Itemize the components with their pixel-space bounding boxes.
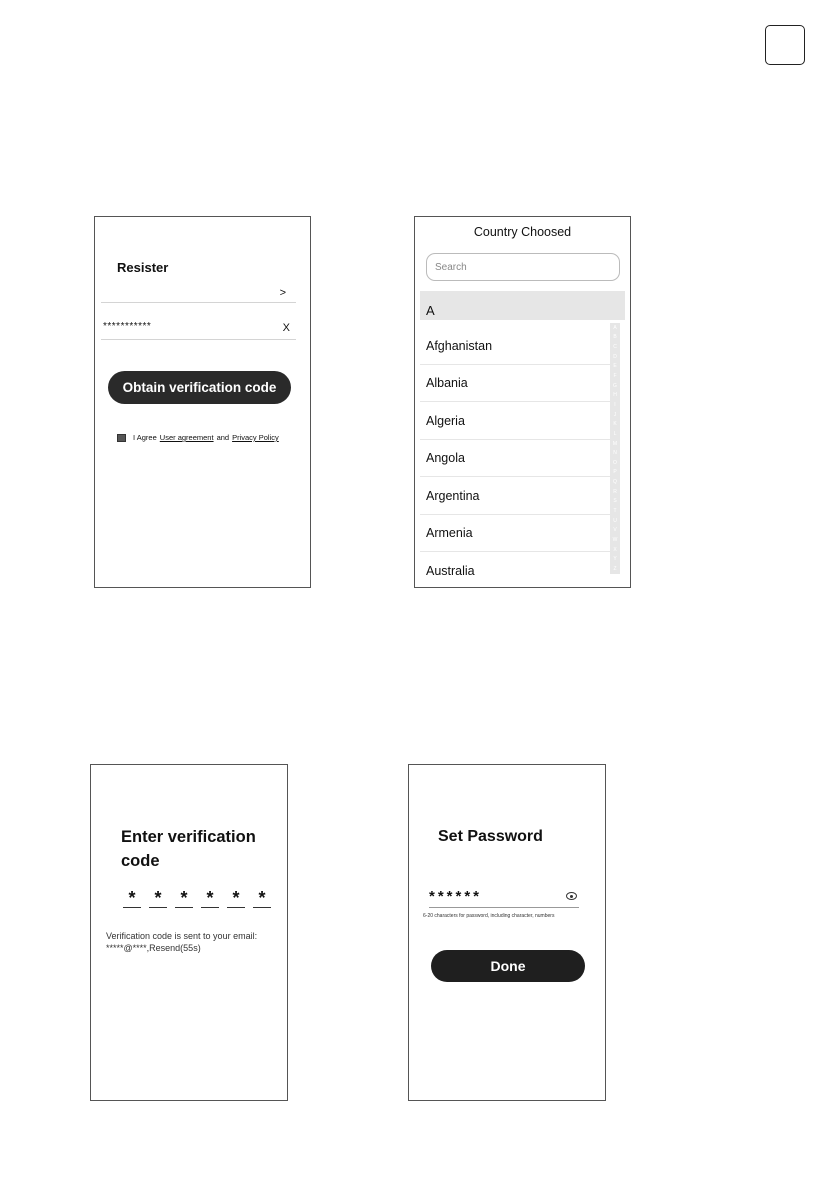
country-item[interactable]: Albania [420, 365, 610, 402]
clear-icon[interactable]: X [282, 322, 290, 334]
section-header: A [420, 291, 625, 320]
index-letter[interactable]: A [613, 324, 617, 331]
password-field[interactable] [429, 885, 579, 908]
account-value: *********** [103, 321, 152, 332]
index-letter[interactable]: L [613, 430, 617, 437]
index-letter[interactable]: V [613, 527, 617, 534]
index-letter[interactable]: X [613, 546, 617, 553]
verification-message-line1: Verification code is sent to your email: [106, 931, 258, 941]
index-letter[interactable]: I [614, 401, 616, 408]
agree-prefix: I Agree [133, 433, 157, 442]
index-letter[interactable]: Y [613, 556, 617, 563]
search-input[interactable]: Search [426, 253, 620, 281]
privacy-policy-link[interactable]: Privacy Policy [232, 433, 279, 442]
country-item[interactable]: Afghanistan [420, 328, 610, 365]
code-digit[interactable]: * [227, 885, 245, 908]
obtain-code-button[interactable]: Obtain verification code [108, 371, 291, 404]
index-letter[interactable]: Z [613, 565, 617, 572]
index-letter[interactable]: U [613, 517, 617, 524]
index-letter[interactable]: K [613, 421, 617, 428]
eye-icon[interactable] [566, 892, 577, 900]
code-digit[interactable]: * [253, 885, 271, 908]
country-title: Country Choosed [473, 225, 572, 239]
index-letter[interactable]: D [613, 353, 617, 360]
index-letter[interactable]: F [613, 373, 617, 380]
verification-message [106, 930, 286, 954]
set-password-title: Set Password [438, 828, 543, 845]
index-letter[interactable]: Q [613, 479, 617, 486]
alphabet-index[interactable] [610, 323, 620, 574]
country-screen [414, 216, 631, 588]
code-digit[interactable]: * [201, 885, 219, 908]
country-item[interactable]: Australia [420, 553, 610, 588]
index-letter[interactable]: E [613, 363, 617, 370]
code-digit[interactable]: * [149, 885, 167, 908]
resend-line[interactable]: *****@****,Resend(55s) [106, 943, 201, 953]
set-password-screen [408, 764, 606, 1101]
index-letter[interactable]: G [613, 382, 617, 389]
verification-title: Enter verification code [121, 828, 256, 870]
account-field[interactable] [101, 317, 296, 340]
index-letter[interactable]: T [613, 507, 617, 514]
country-selector[interactable] [101, 283, 296, 303]
index-letter[interactable]: H [613, 392, 617, 399]
code-digit[interactable]: * [123, 885, 141, 908]
register-title: Resister [117, 260, 169, 275]
chevron-right-icon: > [279, 287, 286, 299]
page-number-box [765, 25, 805, 65]
code-input[interactable] [123, 885, 271, 908]
user-agreement-link[interactable]: User agreement [159, 433, 214, 442]
done-button[interactable]: Done [431, 950, 585, 982]
country-item[interactable]: Algeria [420, 403, 610, 440]
index-letter[interactable]: R [613, 488, 617, 495]
index-letter[interactable]: P [613, 469, 617, 476]
index-letter[interactable]: S [613, 498, 617, 505]
country-item[interactable]: Angola [420, 440, 610, 477]
index-letter[interactable]: M [612, 440, 618, 447]
verification-screen [90, 764, 288, 1101]
index-letter[interactable]: C [613, 344, 617, 351]
index-letter[interactable]: N [613, 450, 617, 457]
code-digit[interactable]: * [175, 885, 193, 908]
register-screen [94, 216, 311, 588]
index-letter[interactable]: O [613, 459, 617, 466]
index-letter[interactable]: J [613, 411, 617, 418]
password-value: ****** [429, 888, 483, 905]
agree-checkbox[interactable] [117, 434, 126, 442]
country-item[interactable]: Argentina [420, 478, 610, 515]
index-letter[interactable]: W [612, 536, 618, 543]
agreement-row [117, 433, 279, 442]
password-hint: 6-20 characters for password, including character, numbers [423, 913, 555, 919]
country-item[interactable]: Armenia [420, 515, 610, 552]
agree-and: and [216, 433, 230, 442]
index-letter[interactable]: B [613, 334, 617, 341]
